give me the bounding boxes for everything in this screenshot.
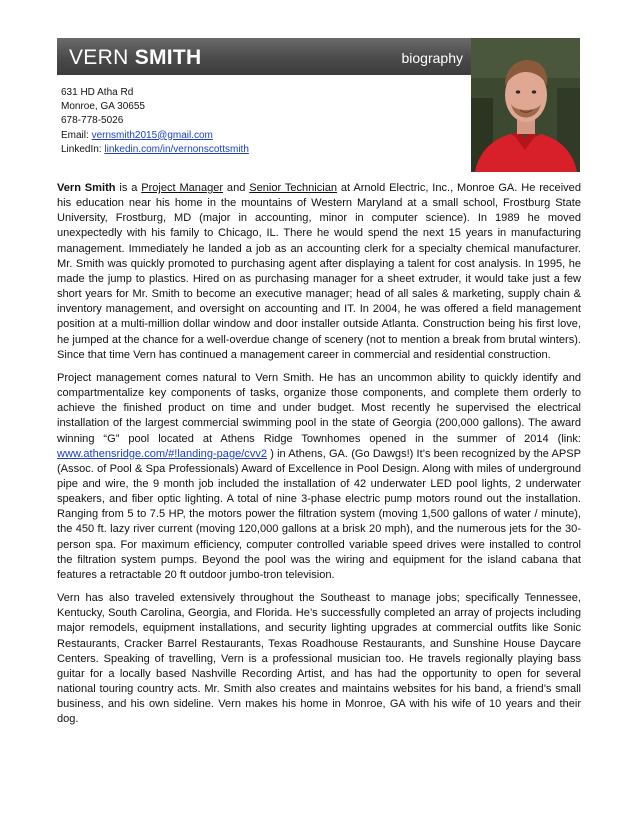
linkedin-label: LinkedIn: [61, 143, 102, 155]
text-run: is a [115, 182, 142, 194]
email-line [61, 129, 249, 143]
city-line: Monroe, GA 30655 [61, 101, 145, 113]
first-name: VERN [69, 46, 129, 69]
email-link[interactable]: vernsmith2015@gmail.com [91, 129, 213, 141]
contact-block [61, 86, 249, 157]
paragraph-travel: Vern has also traveled extensively throughout the Southeast to manage jobs; specifically Tennessee, Kentucky, South Carolina, Georgia, and Florida. He’s successfully completed an array of projects including major remodels, equipment installations, and security lighting upgrades at commercial outfits like Sonic Restaurants, Cracker Barrel Restaurants, Texas Roadhouse Restaurants, and Sunshine House Daycare Centers. Speaking of travelling, Vern is a professional musician too. He travels regionally playing bass guitar for a locally based Nashville Recording Artist, and has had the opportunity to open for several national touring country acts. Mr. Smith also creates and maintains websites for his band, a friend’s small business, and his own sideline. Vern makes his home in Monroe, GA with his wife of 10 years and their dog. [57, 592, 581, 726]
profile-photo [471, 38, 580, 172]
phone-line: 678-778-5026 [61, 115, 124, 127]
paragraph-career [57, 181, 581, 363]
address-line: 631 HD Atha Rd [61, 87, 134, 98]
text-run: Project management comes natural to Vern Smith. He has an uncommon ability to quickly identify and compartmentalize key components of tasks, organize those components, and complete them orderly to achieve the finished product on time and under budget. Most recently he supervised the electrical installation of the largest commercial swimming pool in the state of Georgia (200,000 gallons). The award winning “G” pool located at Athens Ridge Townhomes opened in the summer of 2014 (link: [57, 371, 581, 445]
role-senior-technician: Senior Technician [249, 182, 338, 194]
header-bar [57, 38, 471, 75]
linkedin-line [61, 143, 249, 157]
portrait-illustration [471, 38, 580, 172]
subject-name: Vern Smith [57, 182, 116, 194]
last-name: SMITH [134, 46, 202, 69]
biography-body [57, 181, 581, 735]
text-run: at Arnold Electric, Inc., Monroe GA. He received his education near his home in the mountains of Western Maryland at a small school, Frostburg State University, Frostburg, MD (major in accounting, minor in computer science). In 1989 he moved unexpectedly with his family to Chicago, IL. There he would spend the next 15 years in manufacturing management. Immediately he landed a job as an accounting clerk for a specialty chemical manufacturer. Mr. Smith was quickly promoted to purchasing agent after displaying a talent for cost analysis. In 1995, he made the jump to plastics. Hired on as purchasing manager for a sheet extruder, it would take just a few short years for Mr. Smith to become an executive manager; head of all sales & marketing, supply chain & inventory management, and oversight on accounting and IT. In 2004, he was offered a field management position at a multi-million dollar window and door installer outside Atlanta. Construction being his first love, he jumped at the chance for a well-overdue change of scenery (not to mention a break from brutal winters). Since that time Vern has continued a management career in commercial and residential construction. [57, 182, 581, 361]
page-title [69, 46, 202, 70]
biography-label: biography [401, 50, 463, 66]
text-run: ) in Athens, GA. (Go Dawgs!) It’s been recognized by the APSP (Assoc. of Pool & Spa Professionals) Award of Excellence in Pool Design. Along with miles of underground pipe and wire, the 9 month job included the installation of 42 underwater LED pool lights, 2 underwater speakers, and fiber optic lighting. A total of nine 3-phase electric pump motors round out the installation. Ranging from 5 to 7.5 HP, the motors power the filtration system (moving 1,500 gallons of water / minute), the 450 ft. lazy river current (moving 120,000 gallons at a brisk 20 mph), and the numerous jets for the 30-person spa. For maximum efficiency, computer controlled variable speed drives were installed to control the filtration system pumps. Beyond the pool was the wiring and equipment for the island cabana that features a retractable 20 ft outdoor jumbo-tron television. [57, 447, 581, 581]
athens-ridge-link[interactable]: www.athensridge.com/#!landing-page/cvv2 [57, 447, 268, 460]
text-run: and [223, 182, 250, 194]
email-label: Email: [61, 129, 89, 141]
role-project-manager: Project Manager [141, 182, 224, 194]
paragraph-project-management [57, 371, 581, 583]
linkedin-link[interactable]: linkedin.com/in/vernonscottsmith [104, 143, 249, 155]
